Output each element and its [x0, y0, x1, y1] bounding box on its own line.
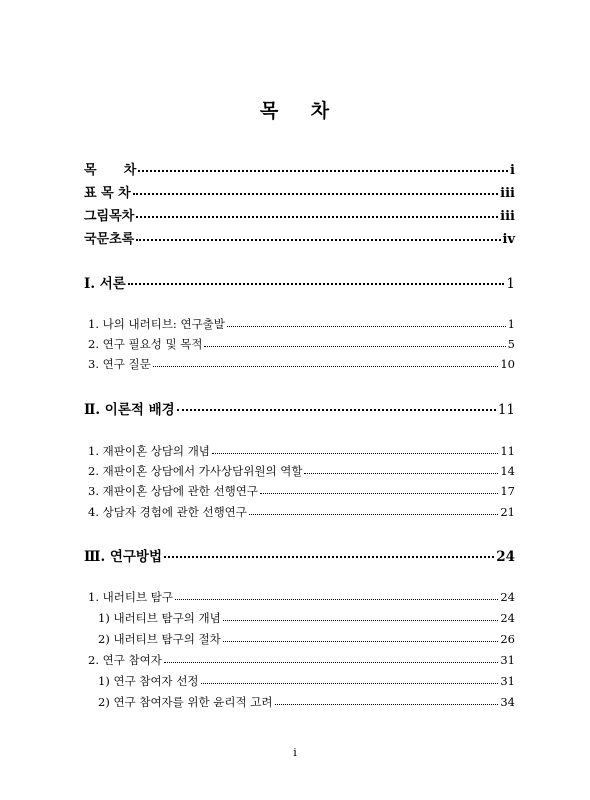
toc-section-page: 11 [500, 444, 515, 458]
dot-leader [136, 239, 500, 241]
toc-section-page: 5 [507, 337, 515, 351]
toc-section[interactable] [88, 504, 515, 520]
toc-subsection-page: 24 [500, 611, 515, 625]
toc-section-page: 24 [500, 590, 515, 604]
dot-leader [177, 409, 496, 411]
toc-chapter-label: Ⅰ. 서론 [84, 276, 126, 292]
dot-leader [304, 473, 498, 474]
toc-entry-label: 그림목차 [84, 209, 135, 224]
toc-section-label: 1. 나의 내러티브: 연구출발 [88, 317, 225, 331]
toc-subsection-label: 2) 연구 참여자를 위한 윤리적 고려 [98, 695, 273, 709]
toc-chapter-page: 1 [506, 276, 515, 292]
toc-subsection[interactable] [98, 694, 515, 710]
page-number: i [293, 746, 297, 759]
toc-entry-label: 국문초록 [84, 232, 135, 247]
toc-chapter-2[interactable] [84, 398, 515, 418]
toc-entry-label: 표 목 차 [84, 186, 131, 201]
toc-chapter-page: 24 [496, 549, 515, 565]
toc-subsection-label: 2) 내러티브 탐구의 절차 [98, 632, 221, 646]
toc-subsection-page: 26 [500, 632, 515, 646]
toc-subsection-page: 34 [500, 695, 515, 709]
dot-leader [212, 453, 498, 454]
dot-leader [164, 662, 499, 663]
toc-section[interactable] [88, 443, 515, 459]
dot-leader [201, 683, 499, 684]
toc-section-page: 17 [500, 484, 515, 498]
toc-section[interactable] [88, 356, 515, 372]
dot-leader [164, 556, 494, 558]
toc-section-page: 14 [500, 464, 515, 478]
toc-entry-page: iii [500, 209, 515, 224]
toc-section[interactable] [88, 589, 515, 605]
toc-chapter-3[interactable] [84, 545, 515, 565]
dot-leader [138, 170, 508, 172]
toc-entry-contents[interactable] [84, 159, 515, 178]
toc-subsection[interactable] [98, 673, 515, 689]
toc-entry-abstract[interactable] [84, 228, 515, 247]
toc-subsection-label: 1) 내러티브 탐구의 개념 [98, 611, 221, 625]
toc-section-label: 2. 연구 참여자 [88, 653, 162, 667]
toc-section-label: 3. 재판이혼 상담에 관한 선행연구 [88, 484, 259, 498]
toc-entry-page: iv [502, 232, 515, 247]
toc-subsection[interactable] [98, 610, 515, 626]
toc-section[interactable] [88, 316, 515, 332]
dot-leader [223, 641, 499, 642]
toc-chapter-1[interactable] [84, 272, 515, 292]
toc-chapter-label: Ⅱ. 이론적 배경 [84, 402, 175, 418]
dot-leader [175, 599, 498, 600]
dot-leader [249, 514, 498, 515]
toc-entry-label: 목 차 [84, 163, 137, 178]
toc-entry-page: i [510, 163, 515, 178]
dot-leader [260, 493, 498, 494]
toc-chapter-label: Ⅲ. 연구방법 [84, 549, 163, 565]
toc-section[interactable] [88, 463, 515, 479]
dot-leader [136, 216, 498, 218]
toc-section[interactable] [88, 652, 515, 668]
toc-entry-figure-list[interactable] [84, 205, 515, 224]
dot-leader [128, 283, 505, 285]
toc-subsection[interactable] [98, 631, 515, 647]
toc-section-page: 21 [500, 505, 515, 519]
toc-subsection-label: 1) 연구 참여자 선정 [98, 674, 199, 688]
dot-leader [204, 346, 505, 347]
dot-leader [223, 620, 499, 621]
dot-leader [227, 326, 506, 327]
toc-section[interactable] [88, 483, 515, 499]
toc-section-label: 3. 연구 질문 [88, 357, 151, 371]
toc-entry-table-list[interactable] [84, 182, 515, 201]
toc-chapter-page: 11 [497, 402, 515, 418]
toc-section-page: 1 [507, 317, 515, 331]
toc-section-label: 1. 재판이혼 상담의 개념 [88, 444, 210, 458]
dot-leader [275, 704, 499, 705]
toc-entry-page: iii [500, 186, 515, 201]
dot-leader [153, 366, 499, 367]
dot-leader [133, 193, 498, 195]
page-title: 목 차 [259, 100, 331, 122]
toc-section-page: 31 [500, 653, 515, 667]
toc-section-label: 4. 상담자 경험에 관한 선행연구 [88, 505, 247, 519]
toc-subsection-page: 31 [500, 674, 515, 688]
toc-section-label: 1. 내러티브 탐구 [88, 590, 173, 604]
toc-section-label: 2. 연구 필요성 및 목적 [88, 337, 203, 351]
toc-section-label: 2. 재판이혼 상담에서 가사상담위원의 역할 [88, 464, 303, 478]
toc-section-page: 10 [500, 357, 515, 371]
toc-section[interactable] [88, 336, 515, 352]
